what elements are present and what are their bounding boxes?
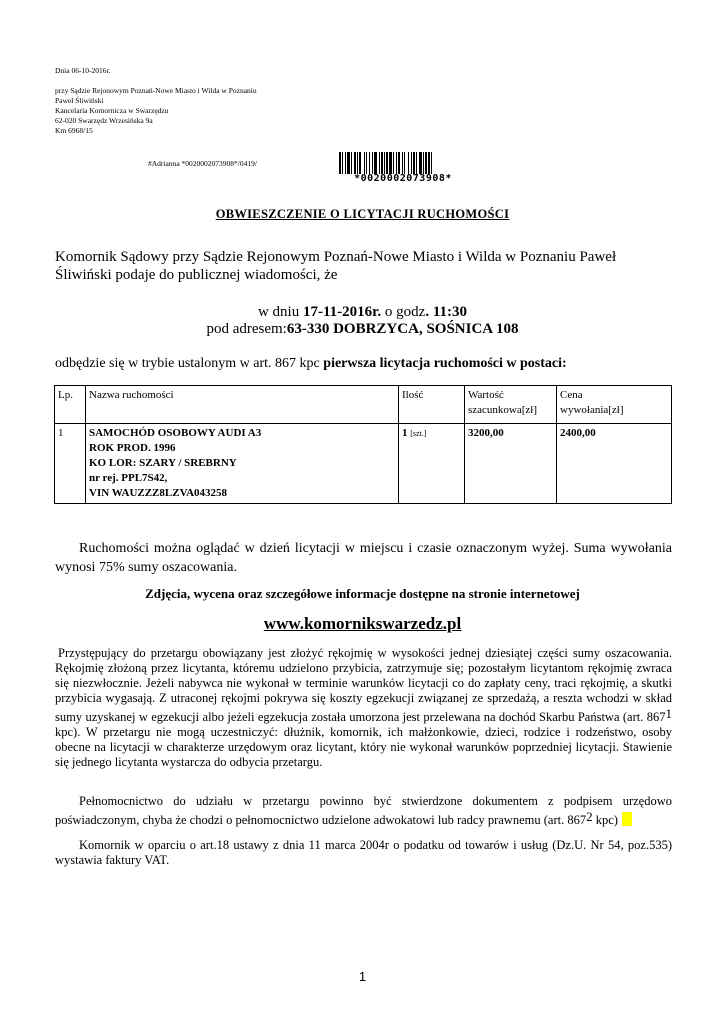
qty-unit: [szt.] <box>410 429 427 438</box>
date-prefix: w dniu <box>257 304 303 320</box>
cell-value: 3200,00 <box>465 424 557 504</box>
auction-date: 17-11-2016r. <box>302 304 382 320</box>
header-value-line1: Wartość <box>468 389 504 401</box>
vat-paragraph: Komornik w oparciu o art.18 ustawy z dnia 11 marca 2004r o podatku od towarów i usług (Dz.U. Nr 54, poz.535) wystawia faktury VAT. <box>55 838 672 867</box>
item-name: SAMOCHÓD OSOBOWY AUDI A3 <box>89 427 262 439</box>
item-registration: nr rej. PPL7S42, <box>89 472 168 484</box>
header-price <box>557 386 672 424</box>
info-line: Zdjęcia, wycena oraz szczegółowe informacje dostępne na stronie internetowej <box>145 586 580 601</box>
case-number: Km 6968/15 <box>55 126 93 135</box>
header-value <box>465 386 557 424</box>
court-line: przy Sądzie Rejonowym Poznań-Nowe Miasto i Wilda w Poznaniu <box>55 86 257 95</box>
auction-time: 11:30 <box>429 304 468 320</box>
proxy-paragraph <box>55 794 672 828</box>
terms-part2: kpc). W przetargu nie mogą uczestniczyć: dłużnik, komornik, ich małżonkowie, dzieci, rodzice i rodzeństwo, osoby obecne na licytacji w charakterze urzędowym oraz licytant, który nie wykonał warunków poprzedniej licytacji. Stawienie się jednego licytanta wystarcza do odbycia przetargu. <box>55 725 672 769</box>
mode-bold: pierwsza licytacja ruchomości w postaci: <box>323 356 567 371</box>
table-row <box>55 424 672 504</box>
mode-prefix: odbędzie się w trybie ustalonym w art. 867 kpc <box>55 356 324 371</box>
qty-value: 1 <box>402 427 408 439</box>
header-price-line2: wywołania[zł] <box>560 404 624 416</box>
table-header-row <box>55 386 672 424</box>
terms-part1: Przystępujący do przetargu obowiązany jest złożyć rękojmię w wysokości jednej dziesiątej części sumy oszacowania. Rękojmię złożoną przez licytanta, któremu udzielono przybicia, zatrzymuje się; pozostałym licytantom rękojmię zwraca się niezwłocznie. Jeżeli nabywca nie wykonał w terminie warunków licytacji co do zapłaty ceny, traci rękojmię, a skutki przybicia wygasają. Z utraconej rękojmi pokrywa się koszty egzekucji związanej ze sprzedażą, a reszta wchodzi w skład sumy uzyskanej w egzekucji albo jeżeli egzekucja została umorzona jest przelewana na dochód Skarbu Państwa (art. 867 <box>55 646 672 724</box>
item-vin: VIN WAUZZZ8LZVA043258 <box>89 487 228 499</box>
highlight-mark <box>622 812 632 826</box>
notice-date: Dnia 06-10-2016r. <box>55 66 111 75</box>
cell-name <box>86 424 399 504</box>
notice-title: OBWIESZCZENIE O LICYTACJI RUCHOMOŚCI <box>215 207 510 221</box>
items-table <box>54 385 672 504</box>
bailiff-name: Paweł Śliwiński <box>55 96 104 105</box>
header-qty: Ilość <box>399 386 465 424</box>
auction-address <box>0 320 725 338</box>
address-city: 63-330 DOBRZYCA <box>286 321 419 337</box>
terms-superscript: 1 <box>665 706 672 721</box>
office-name: Kancelaria Komornicza w Swarzędzu <box>55 106 169 115</box>
header-price-line1: Cena <box>560 389 583 401</box>
barcode-image <box>338 152 468 174</box>
reference-code: #Adrianna *0020002073908*/0419/ <box>148 159 257 168</box>
header-lp: Lp. <box>55 386 86 424</box>
cell-price: 2400,00 <box>557 424 672 504</box>
time-prefix: o godz <box>381 304 426 320</box>
address-place: , SOŚNICA 108 <box>418 321 519 337</box>
viewing-paragraph: Ruchomości można oglądać w dzień licytacji w miejscu i czasie oznaczonym wyżej. Suma wywołania wynosi 75% sumy oszacowania. <box>55 541 672 575</box>
item-year: ROK PROD. 1996 <box>89 442 176 454</box>
item-color: KO LOR: SZARY / SREBRNY <box>89 457 237 469</box>
cell-qty <box>399 424 465 504</box>
auction-datetime <box>0 303 725 321</box>
office-address: 62-020 Swarzędz Wrzesińska 9a <box>55 116 153 125</box>
page-number: 1 <box>358 969 367 984</box>
cell-lp: 1 <box>55 424 86 504</box>
barcode-number: *0020002073908* <box>354 173 452 184</box>
proxy-superscript: 2 <box>586 809 593 824</box>
header-name: Nazwa ruchomości <box>86 386 399 424</box>
website-link[interactable]: www.komornikswarzedz.pl <box>263 614 462 633</box>
barcode <box>338 152 468 184</box>
proxy-part1: Pełnomocnictwo do udziału w przetargu powinno być stwierdzone dokumentem z podpisem urzędowo poświadczonym, chyba że chodzi o pełnomocnictwo udzielone adwokatowi lub radcy prawnemu (art. 867 <box>55 794 672 827</box>
proxy-part2: kpc) <box>592 813 618 827</box>
time-dot: . <box>425 304 430 320</box>
header-value-line2: szacunkowa[zł] <box>468 404 538 416</box>
auction-mode <box>55 354 672 373</box>
terms-paragraph <box>55 646 672 770</box>
intro-paragraph: Komornik Sądowy przy Sądzie Rejonowym Poznań-Nowe Miasto i Wilda w Poznaniu Paweł Śliwiński podaje do publicznej wiadomości, że <box>55 249 617 283</box>
address-prefix: pod adresem: <box>206 321 287 337</box>
